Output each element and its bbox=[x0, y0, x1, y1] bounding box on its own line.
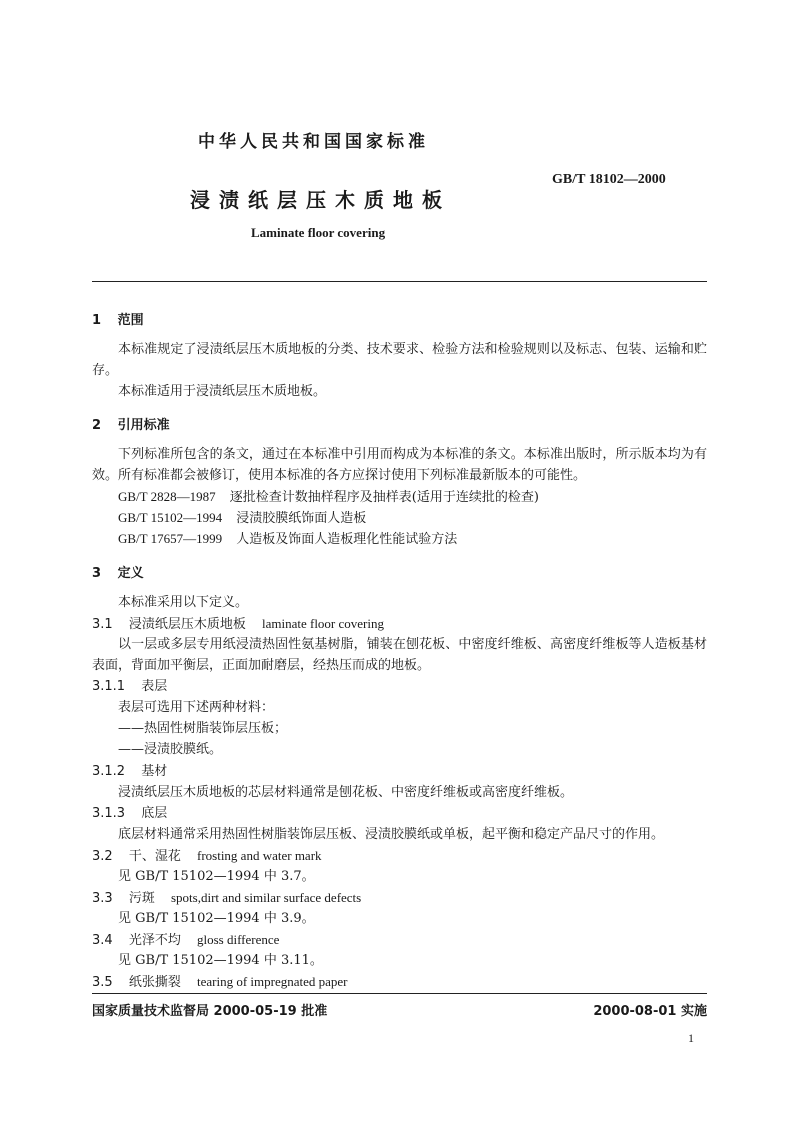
definition-3-4-text: 见 GB/T 15102—1994 中 3.11。 bbox=[118, 953, 323, 968]
definition-3-2-heading bbox=[92, 845, 322, 867]
section-title: 范围 bbox=[117, 313, 144, 328]
list-item: ——浸渍胶膜纸。 bbox=[118, 742, 223, 757]
national-standard-heading: 中华人民共和国国家标准 bbox=[198, 132, 429, 152]
definition-3-1-1-heading bbox=[92, 676, 167, 697]
section-title: 定义 bbox=[117, 566, 144, 581]
section-number: 3 bbox=[92, 566, 102, 581]
list-item: ——热固性树脂装饰层压板； bbox=[118, 721, 288, 736]
reference-code: GB/T 17657—1999 bbox=[118, 531, 223, 546]
page-number: 1 bbox=[688, 1031, 694, 1045]
footer-divider bbox=[92, 993, 707, 994]
definition-3-2-text: 见 GB/T 15102—1994 中 3.7。 bbox=[118, 869, 315, 884]
english-title: Laminate floor covering bbox=[251, 225, 386, 240]
section-2-heading bbox=[92, 414, 170, 433]
clause-number: 3.1.3 bbox=[92, 806, 126, 821]
clause-term: 干、湿花 bbox=[128, 849, 181, 864]
reference-item bbox=[118, 528, 457, 550]
clause-term: 底层 bbox=[141, 806, 168, 821]
reference-item bbox=[118, 486, 539, 508]
reference-code: GB/T 2828—1987 bbox=[118, 489, 216, 504]
clause-term: 表层 bbox=[141, 679, 168, 694]
definition-3-1-2-heading bbox=[92, 761, 167, 782]
section-3-intro: 本标准采用以下定义。 bbox=[118, 595, 249, 610]
reference-item bbox=[118, 507, 366, 529]
clause-number: 3.4 bbox=[92, 933, 113, 948]
reference-code: GB/T 15102—1994 bbox=[118, 510, 223, 525]
clause-term-english: gloss difference bbox=[196, 932, 280, 947]
reference-title: 人造板及饰面人造板理化性能试验方法 bbox=[236, 532, 458, 547]
section-3-heading bbox=[92, 562, 144, 581]
section-1-paragraph-1: 本标准规定了浸渍纸层压木质地板的分类、技术要求、检验方法和检验规则以及标志、包装、运输和贮存。 bbox=[92, 342, 707, 378]
clause-number: 3.1.1 bbox=[92, 679, 126, 694]
definition-3-1-heading bbox=[92, 613, 384, 635]
approval-note: 国家质量技术监督局 2000-05-19 批准 bbox=[92, 1004, 328, 1019]
definition-3-1-3-heading bbox=[92, 803, 167, 824]
section-2-paragraph: 下列标准所包含的条文，通过在本标准中引用而构成为本标准的条文。本标准出版时，所示版本均为有效。所有标准都会被修订，使用本标准的各方应探讨使用下列标准最新版本的可能性。 bbox=[92, 447, 707, 483]
definition-3-3-heading bbox=[92, 887, 361, 909]
section-1-paragraph-2: 本标准适用于浸渍纸层压木质地板。 bbox=[118, 384, 327, 399]
reference-title: 浸渍胶膜纸饰面人造板 bbox=[236, 511, 367, 526]
definition-3-1-2-text: 浸渍纸层压木质地板的芯层材料通常是刨花板、中密度纤维板或高密度纤维板。 bbox=[118, 785, 574, 800]
document-title: 浸渍纸层压木质地板 bbox=[190, 188, 451, 212]
clause-term-english: tearing of impregnated paper bbox=[196, 974, 348, 989]
section-title: 引用标准 bbox=[117, 418, 170, 433]
reference-title: 逐批检查计数抽样程序及抽样表(适用于连续批的检查) bbox=[229, 490, 539, 505]
section-number: 1 bbox=[92, 313, 102, 328]
clause-number: 3.3 bbox=[92, 891, 113, 906]
clause-term: 光泽不均 bbox=[128, 933, 181, 948]
definition-3-3-text: 见 GB/T 15102—1994 中 3.9。 bbox=[118, 911, 315, 926]
std-number: GB/T 18102—2000 bbox=[552, 172, 666, 187]
header-divider bbox=[92, 281, 707, 282]
clause-term: 浸渍纸层压木质地板 bbox=[128, 617, 246, 632]
definition-3-1-text: 以一层或多层专用纸浸渍热固性氨基树脂，铺装在刨花板、中密度纤维板、高密度纤维板等人造板基材表面，背面加平衡层，正面加耐磨层，经热压而成的地板。 bbox=[92, 637, 707, 673]
clause-number: 3.1.2 bbox=[92, 764, 126, 779]
clause-term: 污斑 bbox=[128, 891, 155, 906]
section-number: 2 bbox=[92, 418, 102, 433]
definition-3-5-heading bbox=[92, 971, 348, 993]
clause-term: 纸张撕裂 bbox=[128, 975, 181, 990]
clause-term-english: laminate floor covering bbox=[261, 616, 384, 631]
clause-term: 基材 bbox=[141, 764, 168, 779]
section-1-heading bbox=[92, 309, 144, 328]
clause-number: 3.1 bbox=[92, 617, 113, 632]
effective-date-note: 2000-08-01 实施 bbox=[593, 1004, 707, 1019]
definition-3-4-heading bbox=[92, 929, 279, 951]
definition-3-1-1-text: 表层可选用下述两种材料： bbox=[118, 700, 275, 715]
clause-term-english: frosting and water mark bbox=[196, 848, 322, 863]
definition-3-1-3-text: 底层材料通常采用热固性树脂装饰层压板、浸渍胶膜纸或单板，起平衡和稳定产品尺寸的作用。 bbox=[118, 827, 665, 842]
clause-number: 3.2 bbox=[92, 849, 113, 864]
clause-number: 3.5 bbox=[92, 975, 113, 990]
clause-term-english: spots,dirt and similar surface defects bbox=[170, 890, 362, 905]
